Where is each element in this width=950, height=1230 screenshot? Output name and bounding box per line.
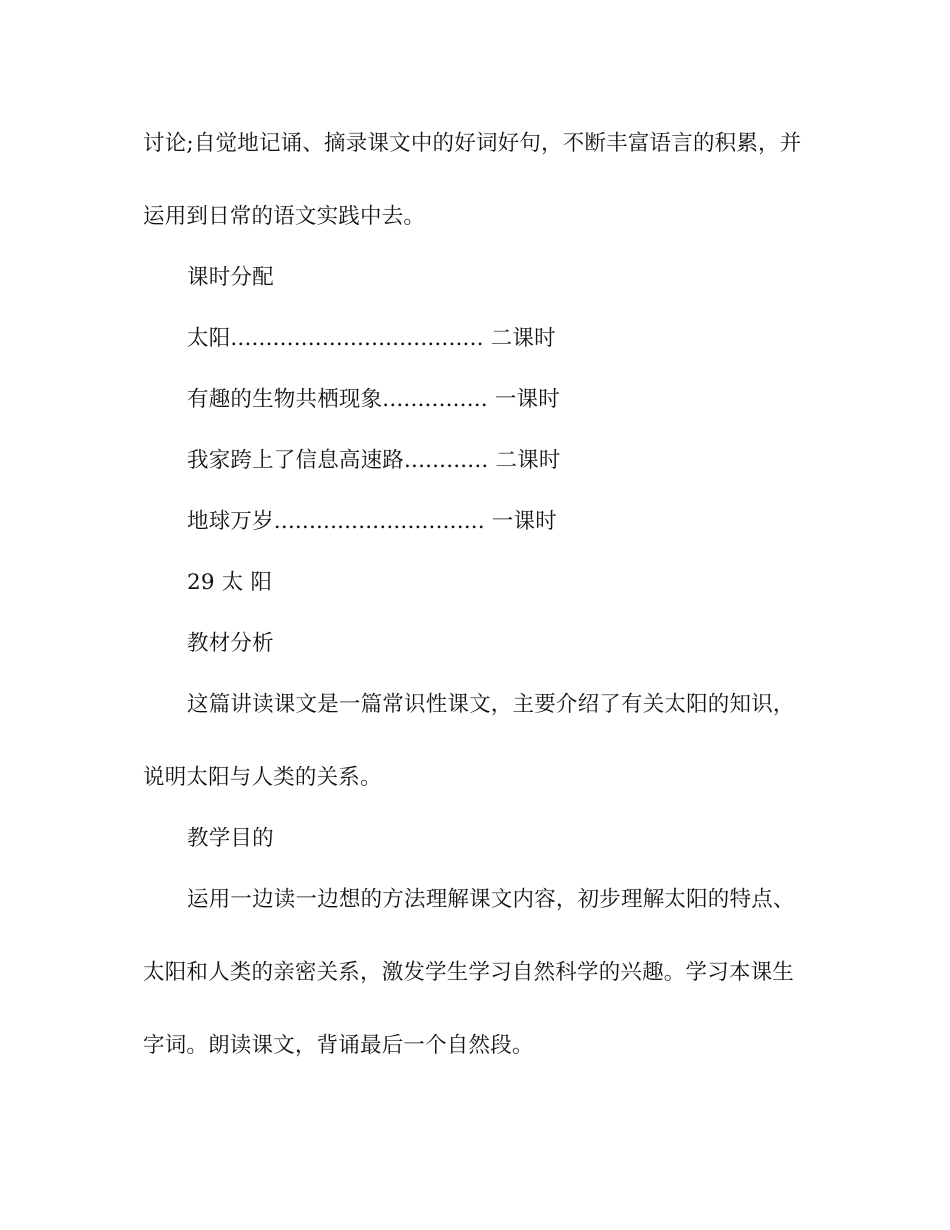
analysis-heading: 教材分析	[187, 631, 274, 656]
objectives-heading: 教学目的	[187, 826, 274, 851]
objectives-line-1: 运用一边读一边想的方法理解课文内容，初步理解太阳的特点、	[187, 887, 795, 912]
schedule-item: 我家跨上了信息高速路............ 二课时	[187, 448, 561, 473]
analysis-line-1: 这篇讲读课文是一篇常识性课文，主要介绍了有关太阳的知识，	[187, 692, 795, 717]
schedule-heading: 课时分配	[187, 265, 274, 290]
lesson-title: 29 太 阳	[187, 570, 273, 595]
schedule-item: 有趣的生物共栖现象............... 一课时	[187, 387, 560, 412]
continuation-line-1: 讨论;自觉地记诵、摘录课文中的好词好句，不断丰富语言的积累，并	[143, 131, 802, 156]
continuation-line-2: 运用到日常的语文实践中去。	[143, 204, 426, 229]
schedule-item: 太阳.................................... 二课时	[187, 326, 556, 351]
objectives-line-3: 字词。朗读课文，背诵最后一个自然段。	[143, 1033, 534, 1058]
analysis-line-2: 说明太阳与人类的关系。	[143, 765, 382, 790]
schedule-item: 地球万岁.............................. 一课时	[187, 509, 557, 534]
objectives-line-2: 太阳和人类的亲密关系，激发学生学习自然科学的兴趣。学习本课生	[143, 960, 795, 985]
